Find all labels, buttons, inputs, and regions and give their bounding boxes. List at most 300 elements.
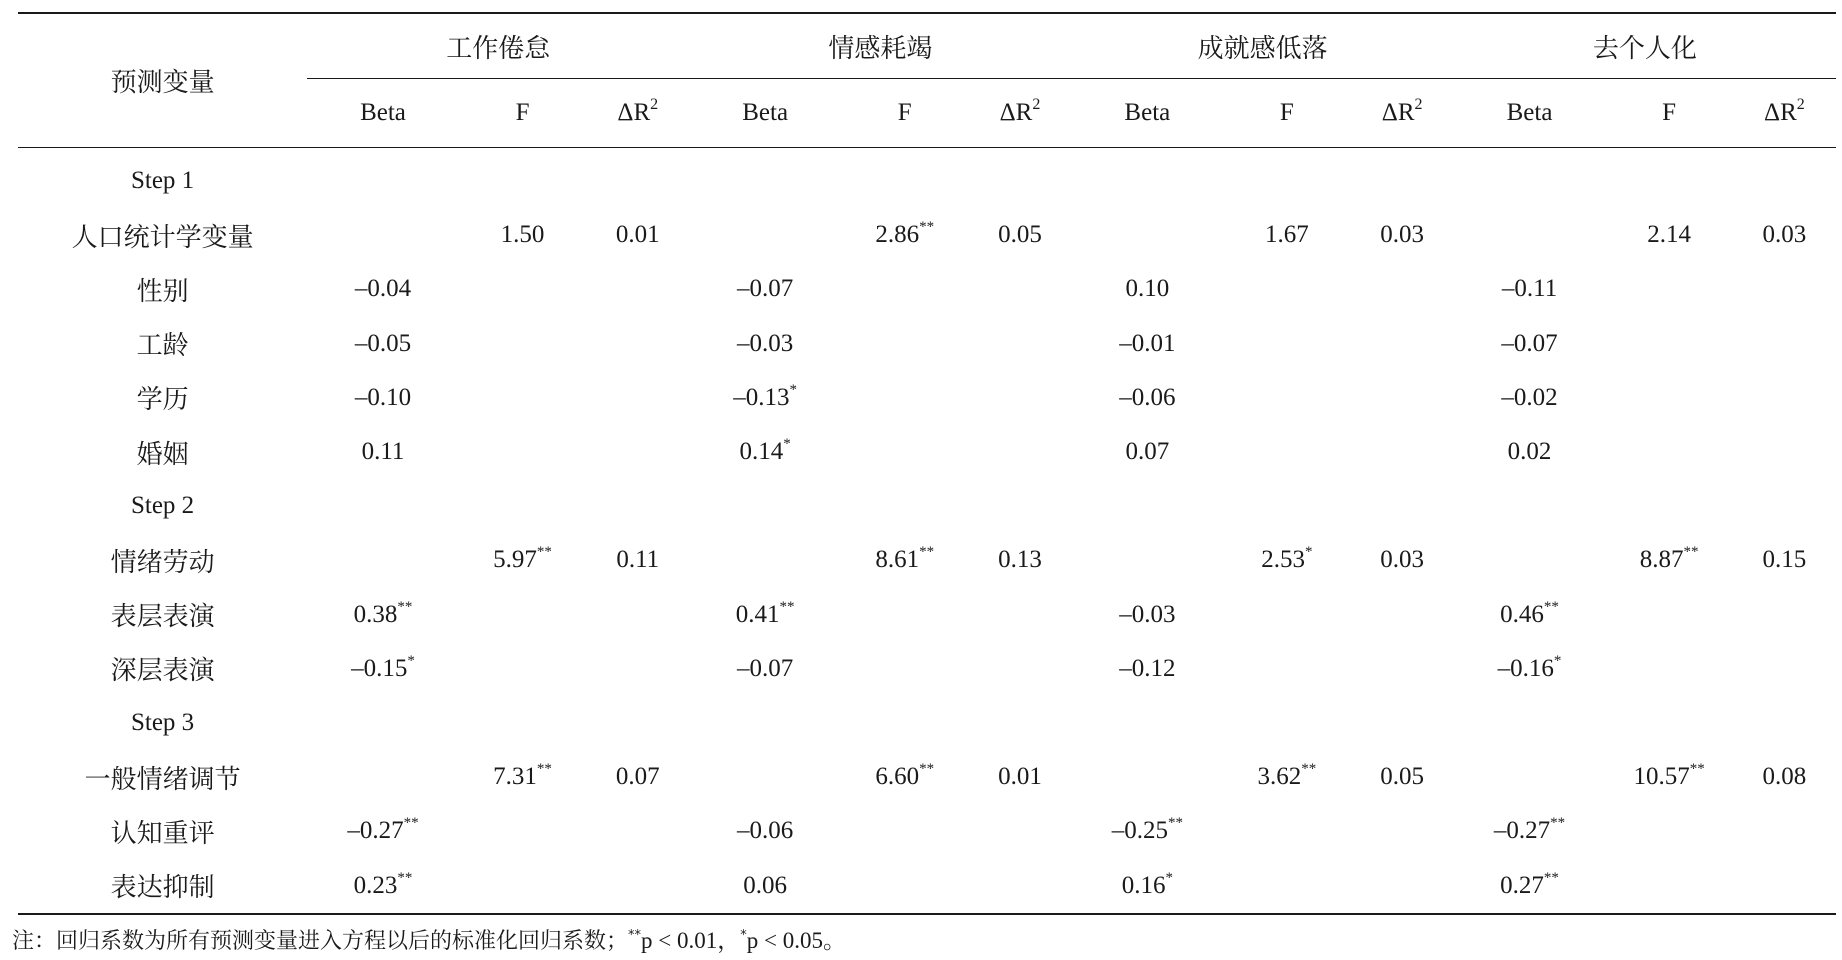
- table-cell: [1351, 208, 1454, 262]
- table-cell: [459, 317, 586, 371]
- table-row: [18, 317, 1836, 371]
- predictor-label: 工龄: [136, 331, 189, 362]
- table-cell: [1072, 533, 1224, 587]
- table-cell: [459, 750, 586, 804]
- predictor-label: 认知重评: [110, 818, 215, 849]
- table-cell: [1733, 642, 1836, 696]
- table-cell: [1223, 642, 1350, 696]
- table-cell: [307, 750, 459, 804]
- subheader-text: F: [897, 99, 912, 126]
- table-cell: [586, 148, 689, 209]
- cell-value: 2.86: [875, 221, 920, 249]
- predictor-label: 婚姻: [136, 439, 189, 470]
- table-cell: [968, 858, 1071, 913]
- regression-table: [18, 12, 1836, 915]
- table-cell: [1223, 750, 1350, 804]
- cell-value: –0.07: [737, 275, 794, 303]
- cell-value: –0.06: [737, 817, 794, 845]
- delta-r2-header: [968, 79, 1071, 148]
- table-cell: [841, 425, 968, 479]
- table-cell: [1733, 696, 1836, 750]
- table-cell: [689, 317, 841, 371]
- table-cell: [1072, 696, 1224, 750]
- significance-mark: **: [397, 869, 413, 886]
- table-cell: [1072, 858, 1224, 913]
- table-cell: [968, 588, 1071, 642]
- table-cell: [1072, 425, 1224, 479]
- table-cell: [459, 696, 586, 750]
- cell-value: 0.13: [998, 546, 1042, 574]
- table-cell: [841, 371, 968, 425]
- cell-value: –0.06: [1119, 383, 1176, 411]
- cell-value: 0.03: [1380, 221, 1425, 249]
- table-cell: [968, 804, 1071, 858]
- table-cell: [459, 371, 586, 425]
- cell-value: –0.05: [354, 329, 412, 357]
- table-cell: [689, 262, 841, 316]
- table-cell: [586, 858, 689, 913]
- table-cell: [307, 533, 459, 587]
- cell-value: 0.01: [998, 763, 1042, 791]
- cell-value: 3.62: [1257, 763, 1302, 791]
- table-cell: [1223, 317, 1350, 371]
- subheader-text: F: [1662, 99, 1677, 126]
- cell-value: 0.11: [361, 438, 405, 466]
- delta-r2-header: [1733, 79, 1836, 148]
- cell-value: 0.08: [1762, 763, 1807, 791]
- cell-value: 0.01: [615, 221, 660, 249]
- table-cell: [1454, 642, 1606, 696]
- table-cell: [1223, 804, 1350, 858]
- f-header: [1605, 79, 1732, 148]
- subheader-text: ΔR: [1764, 99, 1797, 126]
- subheader-text: Beta: [742, 99, 789, 126]
- table-cell: [1605, 148, 1732, 209]
- table-cell: [1733, 588, 1836, 642]
- table-cell: [586, 479, 689, 533]
- table-cell: [1351, 371, 1454, 425]
- cell-value: 7.31: [493, 763, 537, 791]
- table-cell: [1605, 750, 1732, 804]
- table-cell: [1605, 371, 1732, 425]
- subheader-text: Beta: [1124, 99, 1171, 126]
- table-cell: [1351, 262, 1454, 316]
- table-cell: [1072, 208, 1224, 262]
- table-cell: [1351, 804, 1454, 858]
- superscript-two: 2: [1032, 96, 1041, 113]
- cell-value: 0.02: [1507, 438, 1552, 466]
- table-cell: [1733, 425, 1836, 479]
- table-row: [18, 208, 1836, 262]
- table-cell: [1605, 588, 1732, 642]
- group-header: 成就感低落: [1072, 13, 1454, 79]
- table-row: [18, 425, 1836, 479]
- table-row: [18, 533, 1836, 587]
- table-cell: [968, 317, 1071, 371]
- table-cell: [586, 533, 689, 587]
- table-cell: [459, 208, 586, 262]
- table-cell: [1351, 148, 1454, 209]
- table-cell: [1072, 750, 1224, 804]
- beta-header: [689, 79, 841, 148]
- table-cell: [1223, 208, 1350, 262]
- table-cell: [689, 696, 841, 750]
- table-cell: [1223, 533, 1350, 587]
- table-cell: [586, 642, 689, 696]
- subheader-text: ΔR: [1381, 99, 1415, 126]
- table-cell: [1072, 317, 1224, 371]
- table-note: [12, 922, 846, 955]
- subheader-text: ΔR: [617, 99, 651, 126]
- table-cell: [1454, 533, 1606, 587]
- table-cell: [1223, 696, 1350, 750]
- table-cell: [841, 262, 968, 316]
- table-cell: [586, 371, 689, 425]
- table-cell: [459, 804, 586, 858]
- table-cell: [1733, 533, 1836, 587]
- table-cell: [459, 479, 586, 533]
- predictor-label: 一般情绪调节: [84, 764, 241, 795]
- table-cell: [1351, 317, 1454, 371]
- table-cell: [586, 750, 689, 804]
- step-label: Step 2: [130, 492, 195, 520]
- table-cell: [1351, 533, 1454, 587]
- table-cell: [1351, 858, 1454, 913]
- superscript-two: 2: [650, 96, 659, 113]
- significance-mark: **: [919, 544, 935, 561]
- table-cell: [1454, 858, 1606, 913]
- cell-value: 0.07: [615, 763, 660, 791]
- table-row: [18, 371, 1836, 425]
- table-cell: [841, 642, 968, 696]
- cell-value: –0.07: [737, 654, 794, 682]
- significance-mark: **: [397, 598, 413, 615]
- cell-value: 1.50: [500, 221, 545, 249]
- significance-mark: *: [1165, 869, 1173, 886]
- cell-value: 0.05: [998, 221, 1042, 249]
- table-cell: [1605, 696, 1732, 750]
- cell-value: 0.03: [1762, 221, 1807, 249]
- table-cell: [1454, 479, 1606, 533]
- note-sig2-text: p < 0.05。: [746, 928, 846, 953]
- table-cell: [968, 262, 1071, 316]
- note-sig2-mark: *: [740, 928, 747, 943]
- cell-value: 0.10: [1125, 275, 1170, 303]
- table-cell: [1454, 317, 1606, 371]
- cell-value: 8.87: [1639, 546, 1684, 574]
- table-cell: [968, 425, 1071, 479]
- table-cell: [586, 425, 689, 479]
- predictor-label: 表层表演: [110, 602, 215, 633]
- table-cell: [459, 858, 586, 913]
- table-cell: [689, 642, 841, 696]
- cell-value: –0.01: [1119, 329, 1176, 357]
- cell-value: 0.11: [616, 546, 660, 574]
- step-label: Step 3: [130, 708, 195, 736]
- table-cell: [1605, 479, 1732, 533]
- cell-value: –0.16: [1497, 654, 1554, 682]
- table-cell: [689, 425, 841, 479]
- table-cell: [1605, 642, 1732, 696]
- predictor-label: 表达抑制: [18, 858, 307, 913]
- table-cell: [968, 750, 1071, 804]
- cell-value: –0.07: [1501, 329, 1558, 357]
- cell-value: 8.61: [875, 546, 920, 574]
- cell-value: 0.15: [1762, 546, 1807, 574]
- table-cell: [307, 262, 459, 316]
- cell-value: –0.27: [347, 817, 404, 845]
- table-cell: [459, 148, 586, 209]
- significance-mark: **: [403, 815, 419, 832]
- group-header: 情感耗竭: [689, 13, 1071, 79]
- cell-value: –0.13: [733, 383, 790, 411]
- table-cell: [307, 588, 459, 642]
- table-cell: [586, 696, 689, 750]
- table-cell: [1454, 425, 1606, 479]
- table-cell: [1351, 588, 1454, 642]
- table-cell: [1733, 317, 1836, 371]
- table-row: [18, 642, 1836, 696]
- table-cell: [1072, 148, 1224, 209]
- table-cell: [459, 588, 586, 642]
- table-cell: [1072, 588, 1224, 642]
- table-cell: [459, 425, 586, 479]
- table-cell: [841, 533, 968, 587]
- table-cell: [307, 858, 459, 913]
- table-cell: [841, 588, 968, 642]
- predictor-label: 人口统计学变量: [71, 222, 254, 253]
- table-cell: [1072, 804, 1224, 858]
- table-cell: [1351, 425, 1454, 479]
- table-cell: [586, 804, 689, 858]
- beta-header: [1454, 79, 1606, 148]
- table-cell: [307, 317, 459, 371]
- table-cell: [1351, 750, 1454, 804]
- table-cell: [689, 479, 841, 533]
- table-cell: [1454, 371, 1606, 425]
- predictor-label: 情绪劳动: [110, 547, 215, 578]
- table-cell: [586, 317, 689, 371]
- cell-value: 0.06: [743, 871, 788, 899]
- significance-mark: *: [789, 381, 798, 398]
- table-cell: [307, 642, 459, 696]
- cell-value: 0.14: [739, 438, 784, 466]
- table-cell: [968, 208, 1071, 262]
- table-cell: [307, 371, 459, 425]
- table-cell: [1733, 371, 1836, 425]
- group-header: 去个人化: [1454, 13, 1836, 79]
- table-cell: [1454, 588, 1606, 642]
- table-cell: [307, 208, 459, 262]
- table-cell: [1605, 208, 1732, 262]
- cell-value: 5.97: [493, 546, 537, 574]
- cell-value: 2.53: [1261, 546, 1305, 574]
- significance-mark: **: [1167, 815, 1183, 832]
- subheader-text: Beta: [360, 99, 406, 126]
- cell-value: 2.14: [1647, 221, 1691, 249]
- significance-mark: **: [1543, 598, 1559, 615]
- table-cell: [586, 588, 689, 642]
- table-cell: [1733, 262, 1836, 316]
- table-cell: [689, 371, 841, 425]
- significance-mark: **: [536, 761, 552, 778]
- significance-mark: **: [536, 544, 552, 561]
- table-cell: [586, 208, 689, 262]
- significance-mark: **: [1301, 761, 1317, 778]
- step-label: Step 1: [130, 167, 195, 195]
- significance-mark: **: [919, 761, 935, 778]
- table-body: [18, 148, 1836, 914]
- significance-mark: *: [1553, 652, 1562, 669]
- cell-value: 10.57: [1633, 763, 1690, 791]
- table-cell: [307, 696, 459, 750]
- table-header: [18, 13, 1836, 148]
- predictor-label: 学历: [136, 385, 189, 416]
- table-cell: [459, 642, 586, 696]
- table-row: [18, 750, 1836, 804]
- subheader-text: Beta: [1506, 99, 1553, 126]
- table-cell: [841, 750, 968, 804]
- table-cell: [841, 479, 968, 533]
- table-cell: [1072, 642, 1224, 696]
- table-cell: [1454, 696, 1606, 750]
- table-cell: [1223, 262, 1350, 316]
- table-cell: [1223, 148, 1350, 209]
- table-row: [18, 696, 1836, 750]
- table-row: [18, 588, 1836, 642]
- table-cell: [1605, 262, 1732, 316]
- cell-value: –0.03: [737, 329, 794, 357]
- table-cell: [1072, 479, 1224, 533]
- table-cell: [1733, 750, 1836, 804]
- table-cell: [1223, 858, 1350, 913]
- table-cell: [1223, 479, 1350, 533]
- table-cell: [1454, 750, 1606, 804]
- table-cell: [689, 750, 841, 804]
- significance-mark: **: [1550, 815, 1566, 832]
- cell-value: 0.07: [1125, 438, 1170, 466]
- table-cell: [841, 148, 968, 209]
- table-cell: [968, 696, 1071, 750]
- significance-mark: *: [407, 652, 415, 669]
- table-cell: [968, 533, 1071, 587]
- f-header: [459, 79, 586, 148]
- delta-r2-header: [586, 79, 689, 148]
- cell-value: –0.15: [351, 654, 408, 682]
- table-cell: [1223, 588, 1350, 642]
- table-cell: [459, 533, 586, 587]
- predictor-label: 性别: [136, 276, 189, 307]
- table-cell: [307, 425, 459, 479]
- table-cell: [586, 262, 689, 316]
- table-cell: [1605, 317, 1732, 371]
- table-cell: [1733, 804, 1836, 858]
- cell-value: 0.46: [1500, 600, 1544, 628]
- beta-header: [1072, 79, 1224, 148]
- cell-value: –0.02: [1501, 383, 1558, 411]
- table-cell: [1454, 148, 1606, 209]
- subheader-text: F: [515, 99, 530, 126]
- cell-value: 0.41: [735, 600, 780, 628]
- significance-mark: **: [779, 598, 795, 615]
- table-row: [18, 479, 1836, 533]
- table-cell: [1454, 262, 1606, 316]
- table-cell: [1605, 533, 1732, 587]
- table-cell: [689, 588, 841, 642]
- significance-mark: **: [1689, 761, 1705, 778]
- table-cell: [689, 804, 841, 858]
- table-cell: [968, 148, 1071, 209]
- significance-mark: *: [1304, 544, 1313, 561]
- table-cell: [1454, 804, 1606, 858]
- table-cell: [1072, 262, 1224, 316]
- table-cell: [689, 208, 841, 262]
- cell-value: 0.38: [353, 600, 398, 628]
- table-cell: [841, 696, 968, 750]
- table-cell: [1733, 148, 1836, 209]
- f-header: [841, 79, 968, 148]
- table-cell: [307, 148, 459, 209]
- table-cell: [1351, 642, 1454, 696]
- subheader-text: ΔR: [999, 99, 1033, 126]
- group-header: 工作倦怠: [307, 13, 689, 79]
- significance-mark: **: [1683, 544, 1699, 561]
- superscript-two: 2: [1796, 96, 1805, 113]
- note-sig1-text: p < 0.01，: [641, 928, 741, 953]
- table-cell: [1351, 479, 1454, 533]
- cell-value: 0.05: [1380, 763, 1425, 791]
- table-cell: [841, 858, 968, 913]
- predictor-header: 预测变量: [18, 13, 307, 148]
- table-cell: [1223, 425, 1350, 479]
- delta-r2-header: [1351, 79, 1454, 148]
- note-prefix: 注：回归系数为所有预测变量进入方程以后的标准化回归系数；: [12, 929, 629, 954]
- table-cell: [968, 642, 1071, 696]
- table-cell: [689, 858, 841, 913]
- table-cell: [1072, 371, 1224, 425]
- significance-mark: *: [783, 436, 791, 453]
- table-cell: [307, 479, 459, 533]
- table-cell: [968, 371, 1071, 425]
- note-sig1-mark: **: [628, 928, 642, 943]
- cell-value: –0.10: [354, 383, 412, 411]
- cell-value: –0.27: [1493, 817, 1551, 845]
- cell-value: 0.03: [1380, 546, 1425, 574]
- table-cell: [1733, 208, 1836, 262]
- significance-mark: **: [1543, 869, 1559, 886]
- table-cell: [459, 262, 586, 316]
- table-cell: [968, 479, 1071, 533]
- significance-mark: **: [919, 219, 935, 236]
- table-cell: [1454, 208, 1606, 262]
- table-cell: [307, 804, 459, 858]
- cell-value: 1.67: [1264, 221, 1309, 249]
- table-cell: [1605, 425, 1732, 479]
- cell-value: –0.25: [1111, 817, 1168, 845]
- table-cell: [1733, 858, 1836, 913]
- table-cell: [689, 148, 841, 209]
- cell-value: 0.16: [1121, 871, 1166, 899]
- table-cell: [841, 804, 968, 858]
- table-cell: [841, 317, 968, 371]
- table-cell: [841, 208, 968, 262]
- table-cell: [1605, 858, 1732, 913]
- table-cell: [1223, 371, 1350, 425]
- beta-header: [307, 79, 459, 148]
- table-cell: [689, 533, 841, 587]
- f-header: [1223, 79, 1350, 148]
- cell-value: 0.27: [1500, 871, 1544, 899]
